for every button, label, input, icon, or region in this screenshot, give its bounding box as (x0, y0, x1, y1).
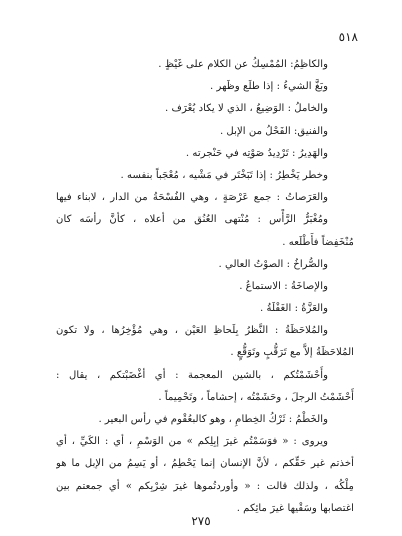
text-line: والعَزَّةُ : الغَفْلَةُ . (260, 303, 328, 315)
text-line: والعَرَصاتُ : جمع عَرْصَةٍ ، وهي الفُسْحَةُ من الدار ، لابناء فيها (56, 192, 328, 204)
text-line: والهَدِيرُ : تَرْدِيدُ صَوْتِه في حَنْجرته . (185, 147, 328, 159)
text-line: المُلاحَظَةُ إلاَّ مع تَرَقُّبٍ وتَوَقُّعٍ . (230, 347, 354, 359)
text-line: وبَغَّ الشيءُ : إذا طلَع وظَهر . (209, 81, 328, 93)
text-line: اغتصابها وسَقْيها غيرَ مائِكم . (236, 502, 354, 514)
text-line: مِلْكُه ، ولذلك قالت : « وأوردتُموها غيرَ شِرْبِكم » أي جمعتم بين (56, 480, 354, 492)
body-text (56, 54, 354, 520)
text-line: أَحْشَمْتُ الرجلَ ، وحَشَمْتُه ، إحشاماً ، وتَحْمِيماً . (158, 391, 354, 403)
text-line: ويروى : « فوَسَمْتُم غيرَ إبِلِكم » من الوَسْمِ ، أي : الكَيِّ ، أي (56, 436, 328, 448)
text-line: والخاملُ : الوَضِيعُ ، الذي لا يكاد يُعْرَف . (164, 103, 328, 115)
text-line: وأَحْشَمْتُكم ، بالشين المعجمة : أي أغْضَبْتكم ، يقال : (56, 369, 328, 381)
page-number-top: ٥١٨ (338, 30, 358, 44)
text-line: والمُلاحَظَةُ : النَّظرُ بِلَحاظِ العَيْن ، وهي مُؤْخِرُها ، ولا تكون (56, 325, 328, 337)
text-line: وخطر يَخْطِرُ : إذا تَبَخْتَر في مَشْيه ، مُعْجَباً بنفسه . (120, 169, 328, 181)
page-number-bottom: ٢٧٥ (191, 514, 211, 528)
text-line: والفنيق: الفَحْلُ من الإبل . (219, 125, 328, 137)
text-line: والصُّراخُ : الصوْتُ العالي . (218, 258, 328, 270)
text-line: أخذتم غير حَقِّكم ، لأنَّ الإنسان إنما يَحْطِمُ ، أو يَسِمُ من الإبل ما هو (56, 458, 354, 470)
text-line: والخَطْمُ : ثَرْكُ الخِطامِ ، وهو كالبعُقْوم في رأس البعير . (98, 414, 328, 425)
text-line: والإصاخَةُ : الاستماعُ . (239, 280, 328, 292)
text-line: ومُغْبَرُّ الرَّأْس : مُنْتهى العُنُق من أعلاه ، كأنَّ رأسَه كان (56, 214, 328, 226)
text-line: مُنْخَفِضاً فأَطْلَعه . (282, 236, 354, 248)
text-line: والكاظِمُ: المُمْسِكُ عن الكلام على غَيْظٍ . (158, 59, 328, 70)
